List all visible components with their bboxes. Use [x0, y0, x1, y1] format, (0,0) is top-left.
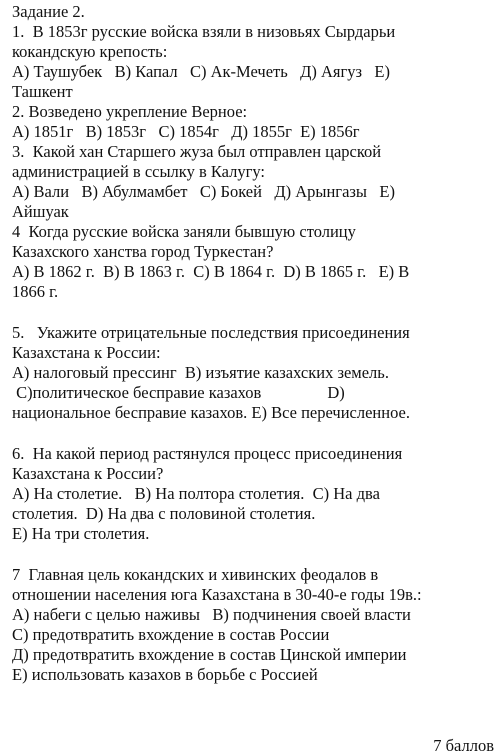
- question-3-line-4: Айшуак: [12, 202, 69, 221]
- question-1-line-4: Ташкент: [12, 82, 73, 101]
- question-3: [12, 142, 494, 222]
- question-2-line-1: 2. Возведено укрепление Верное:: [12, 102, 248, 121]
- question-7-line-4: С) предотвратить вхождение в состав России: [12, 625, 330, 644]
- question-5-line-5: национальное бесправие казахов. Е) Все перечисленное.: [12, 403, 410, 422]
- question-3-line-1: 3. Какой хан Старшего жуза был отправлен царской: [12, 142, 382, 161]
- question-4-line-1: 4 Когда русские войска заняли бывшую столицу: [12, 222, 356, 241]
- question-1-line-2: кокандскую крепость:: [12, 42, 168, 61]
- spacer: [12, 302, 494, 323]
- question-6: [12, 444, 494, 544]
- task-document: [12, 2, 494, 685]
- question-3-line-2: администрацией в ссылку в Калугу:: [12, 162, 265, 181]
- question-1-line-3: А) Таушубек В) Капал С) Ак-Мечеть Д) Аягуз Е): [12, 62, 391, 81]
- question-5: [12, 323, 494, 423]
- question-6-line-5: Е) На три столетия.: [12, 524, 150, 543]
- question-5-line-3: А) налоговый прессинг В) изъятие казахских земель.: [12, 363, 389, 382]
- question-7: [12, 565, 494, 685]
- question-6-line-4: столетия. D) На два с половиной столетия.: [12, 504, 316, 523]
- question-5-line-2: Казахстана к России:: [12, 343, 161, 362]
- question-5-line-4: С)политическое бесправие казахов D): [12, 383, 345, 402]
- question-5-line-1: 5. Укажите отрицательные последствия присоединения: [12, 323, 410, 342]
- question-7-line-5: Д) предотвратить вхождение в состав Цинской империи: [12, 645, 407, 664]
- question-6-line-1: 6. На какой период растянулся процесс присоединения: [12, 444, 403, 463]
- question-7-line-2: отношении населения юга Казахстана в 30-40-е годы 19в.:: [12, 585, 422, 604]
- question-4: [12, 222, 494, 302]
- question-7-line-1: 7 Главная цель кокандских и хивинских феодалов в: [12, 565, 379, 584]
- question-1-line-1: 1. В 1853г русские войска взяли в низовьях Сырдарьи: [12, 22, 396, 41]
- question-7-line-3: А) набеги с целью наживы В) подчинения своей власти: [12, 605, 411, 624]
- question-3-line-3: А) Вали В) Абулмамбет С) Бокей Д) Арынгазы Е): [12, 182, 395, 201]
- spacer: [12, 423, 494, 444]
- question-4-line-2: Казахского ханства город Туркестан?: [12, 242, 274, 261]
- question-6-line-3: А) На столетие. В) На полтора столетия. С) На два: [12, 484, 380, 503]
- task-title: Задание 2.: [12, 2, 85, 21]
- question-2-line-2: А) 1851г В) 1853г С) 1854г Д) 1855г Е) 1856г: [12, 122, 360, 141]
- question-2: [12, 102, 494, 142]
- spacer: [12, 544, 494, 565]
- score-footer: 7 баллов: [433, 736, 494, 755]
- question-4-line-4: 1866 г.: [12, 282, 59, 301]
- question-4-line-3: А) В 1862 г. В) В 1863 г. С) В 1864 г. D) В 1865 г. E) В: [12, 262, 410, 281]
- question-1: [12, 22, 494, 102]
- question-7-line-6: Е) использовать казахов в борьбе с Россией: [12, 665, 318, 684]
- question-6-line-2: Казахстана к России?: [12, 464, 164, 483]
